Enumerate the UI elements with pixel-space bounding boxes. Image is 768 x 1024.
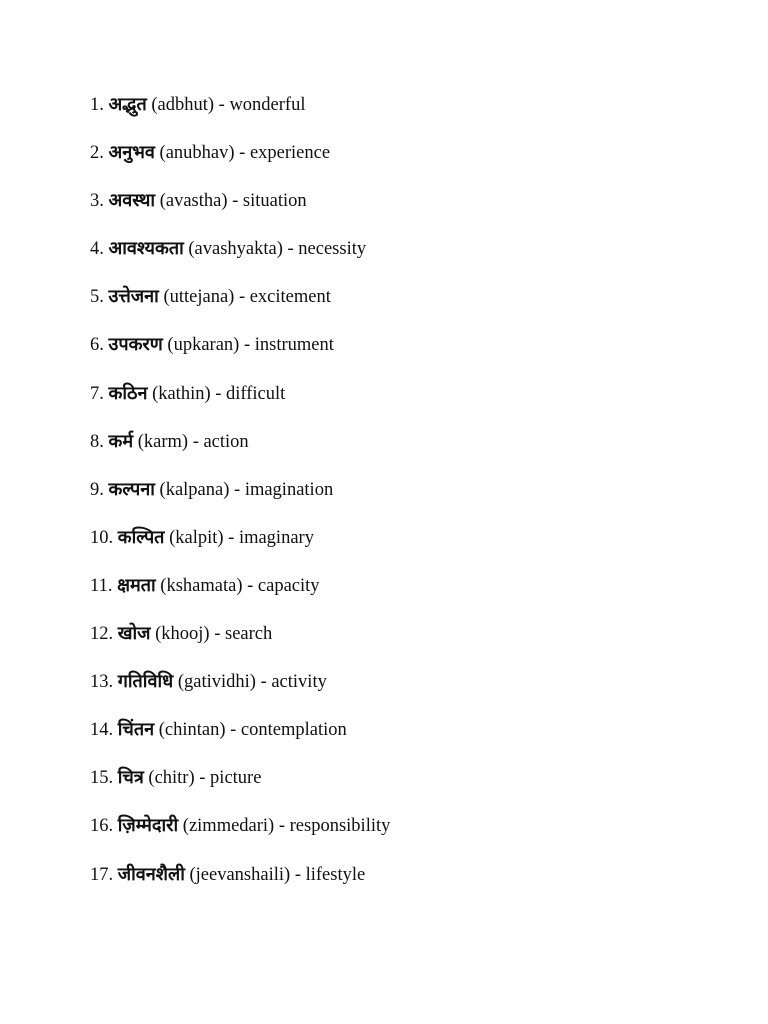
- item-number: 10.: [90, 527, 114, 548]
- transliteration: (zimmedari): [182, 816, 275, 837]
- meaning: - capacity: [247, 575, 320, 596]
- item-number: 15.: [90, 768, 114, 789]
- list-item: [90, 429, 390, 477]
- hindi-word: खोज: [117, 623, 151, 645]
- item-number: 4.: [90, 239, 104, 260]
- list-item: [90, 188, 390, 236]
- transliteration: (avastha): [159, 191, 228, 212]
- list-item: [90, 669, 390, 717]
- item-number: 3.: [90, 191, 104, 212]
- hindi-word: अनुभव: [108, 142, 155, 164]
- list-item: [90, 284, 390, 332]
- item-number: 5.: [90, 287, 104, 308]
- hindi-word: आवश्यकता: [108, 238, 184, 260]
- meaning: - activity: [260, 672, 327, 693]
- transliteration: (kshamata): [160, 575, 243, 596]
- list-item: [90, 236, 390, 284]
- item-number: 17.: [90, 864, 114, 885]
- meaning: - imagination: [234, 479, 334, 500]
- hindi-word: अवस्था: [108, 190, 156, 212]
- list-item: [90, 477, 390, 525]
- transliteration: (kalpit): [169, 527, 224, 548]
- meaning: - difficult: [215, 383, 286, 404]
- hindi-word: कल्पित: [117, 526, 165, 548]
- meaning: - picture: [199, 768, 262, 789]
- transliteration: (kathin): [152, 383, 211, 404]
- list-item: [90, 332, 390, 380]
- transliteration: (anubhav): [159, 143, 235, 164]
- item-number: 16.: [90, 816, 114, 837]
- list-item: [90, 573, 390, 621]
- item-number: 7.: [90, 383, 104, 404]
- hindi-word: कल्पना: [108, 478, 155, 500]
- transliteration: (kalpana): [159, 479, 230, 500]
- hindi-word: क्षमता: [117, 574, 156, 596]
- item-number: 14.: [90, 720, 114, 741]
- hindi-word: जीवनशैली: [117, 863, 185, 885]
- transliteration: (khooj): [155, 624, 210, 645]
- transliteration: (gatividhi): [177, 672, 256, 693]
- item-number: 8.: [90, 431, 104, 452]
- meaning: - wonderful: [218, 95, 306, 115]
- transliteration: (adbhut): [151, 95, 215, 115]
- list-item: [90, 92, 390, 140]
- hindi-word: कठिन: [108, 382, 148, 404]
- list-item: [90, 765, 390, 813]
- meaning: - experience: [239, 143, 331, 164]
- meaning: - search: [214, 624, 273, 645]
- item-number: 6.: [90, 335, 104, 356]
- transliteration: (uttejana): [163, 287, 235, 308]
- item-number: 13.: [90, 672, 114, 693]
- list-item: [90, 621, 390, 669]
- meaning: - lifestyle: [294, 864, 366, 885]
- hindi-word: अद्भुत: [108, 94, 147, 115]
- vocabulary-list: [90, 92, 390, 910]
- item-number: 11.: [90, 575, 113, 596]
- transliteration: (karm): [137, 431, 189, 452]
- hindi-word: चिंतन: [117, 719, 155, 741]
- hindi-word: कर्म: [108, 430, 134, 452]
- transliteration: (jeevanshaili): [189, 864, 291, 885]
- list-item: [90, 813, 390, 861]
- item-number: 1.: [90, 95, 104, 115]
- meaning: - imaginary: [228, 527, 314, 548]
- transliteration: (chitr): [148, 768, 195, 789]
- meaning: - contemplation: [230, 720, 347, 741]
- transliteration: (upkaran): [167, 335, 240, 356]
- item-number: 12.: [90, 624, 114, 645]
- transliteration: (chintan): [158, 720, 226, 741]
- meaning: - responsibility: [278, 816, 391, 837]
- meaning: - excitement: [238, 287, 331, 308]
- list-item: [90, 140, 390, 188]
- hindi-word: उत्तेजना: [108, 286, 159, 308]
- item-number: 9.: [90, 479, 104, 500]
- hindi-word: गतिविधि: [117, 671, 174, 693]
- meaning: - action: [192, 431, 249, 452]
- list-item: [90, 717, 390, 765]
- transliteration: (avashyakta): [188, 239, 283, 260]
- list-item: [90, 381, 390, 429]
- list-item: [90, 862, 390, 910]
- hindi-word: उपकरण: [108, 334, 163, 356]
- meaning: - necessity: [287, 239, 367, 260]
- meaning: - situation: [232, 191, 307, 212]
- hindi-word: ज़िम्मेदारी: [117, 815, 179, 837]
- meaning: - instrument: [243, 335, 334, 356]
- hindi-word: चित्र: [117, 767, 144, 789]
- item-number: 2.: [90, 143, 104, 164]
- list-item: [90, 525, 390, 573]
